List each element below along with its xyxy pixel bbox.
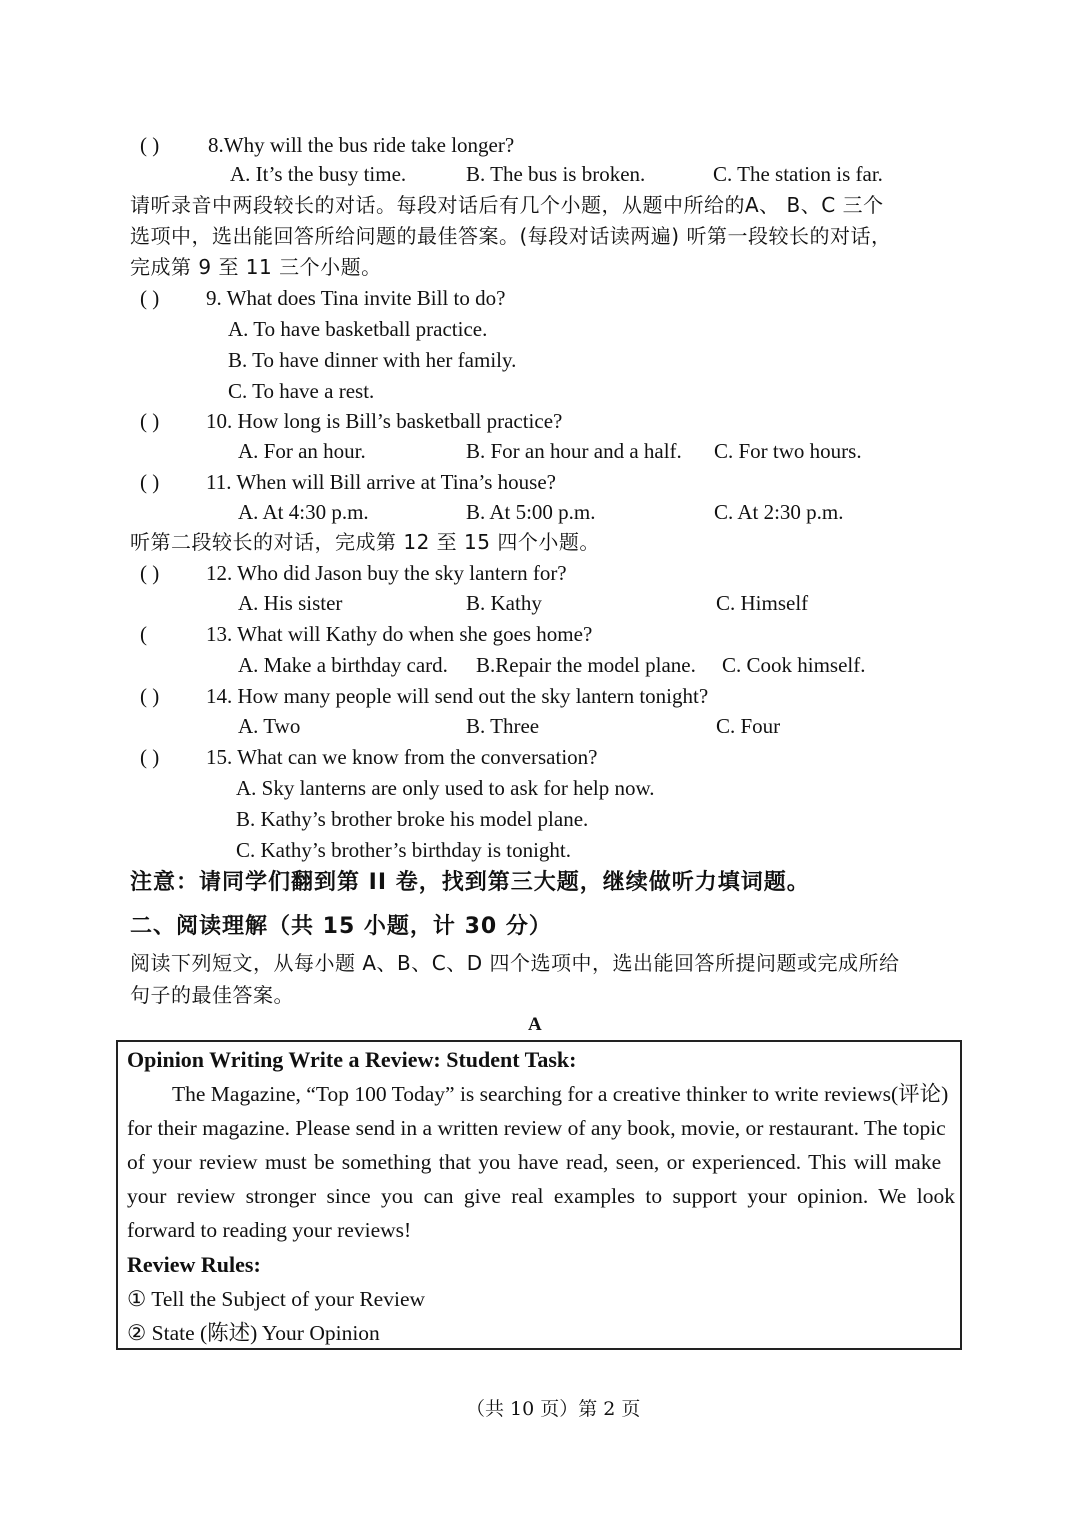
q14-option-c: C. Four <box>716 714 781 738</box>
question-11-stem: 11. When will Bill arrive at Tina’s house? <box>206 470 556 494</box>
q15-option-a: A. Sky lanterns are only used to ask for help now. <box>236 776 655 800</box>
question-9-stem: 9. What does Tina invite Bill to do? <box>206 286 506 310</box>
section-2-title: 二、阅读理解（共 15 小题，计 30 分） <box>130 914 552 939</box>
answer-bracket: ( ) <box>140 286 160 310</box>
answer-bracket: ( ) <box>140 745 160 769</box>
q13-option-b: B.Repair the model plane. <box>476 653 696 677</box>
notice-text: 注意：请同学们翻到第 II 卷，找到第三大题，继续做听力填词题。 <box>130 870 810 895</box>
q11-option-b: B. At 5:00 p.m. <box>466 500 596 524</box>
q13-option-a: A. Make a birthday card. <box>238 653 448 677</box>
q15-option-c: C. Kathy’s brother’s birthday is tonight. <box>236 838 572 862</box>
question-13-stem: 13. What will Kathy do when she goes home? <box>206 622 593 646</box>
passage-label: A <box>528 1014 542 1035</box>
q8-option-c: C. The station is far. <box>713 162 883 186</box>
q11-option-a: A. At 4:30 p.m. <box>238 500 369 524</box>
q9-option-b: B. To have dinner with her family. <box>228 348 517 372</box>
q12-option-b: B. Kathy <box>466 591 542 615</box>
instruction-line: 听第二段较长的对话，完成第 12 至 15 四个小题。 <box>130 530 600 554</box>
instruction-line: 完成第 9 至 11 三个小题。 <box>130 255 382 279</box>
rule-item: ② State (陈述) Your Opinion <box>127 1321 380 1345</box>
instruction-line: 选项中，选出能回答所给问题的最佳答案。(每段对话读两遍) 听第一段较长的对话， <box>130 224 892 248</box>
passage-line: forward to reading your reviews! <box>127 1218 412 1242</box>
q14-option-b: B. Three <box>466 714 540 738</box>
answer-bracket: ( ) <box>140 684 160 708</box>
answer-bracket: ( ) <box>140 470 160 494</box>
answer-bracket: ( ) <box>140 409 160 433</box>
q10-option-c: C. For two hours. <box>714 439 862 463</box>
q8-option-b: B. The bus is broken. <box>466 162 646 186</box>
q10-option-a: A. For an hour. <box>238 439 366 463</box>
question-12-stem: 12. Who did Jason buy the sky lantern for? <box>206 561 567 585</box>
question-10-stem: 10. How long is Bill’s basketball practice? <box>206 409 563 433</box>
passage-line: of your review must be something that you have read, seen, or experienced. This will make <box>127 1150 942 1174</box>
instruction-line: 请听录音中两段较长的对话。每段对话后有几个小题，从题中所给的A、 B、C 三个 <box>130 193 884 217</box>
q9-option-a: A. To have basketball practice. <box>228 317 488 341</box>
answer-bracket: ( <box>140 622 147 646</box>
rules-heading: Review Rules: <box>127 1252 261 1277</box>
question-8-stem: 8.Why will the bus ride take longer? <box>208 133 515 157</box>
section-2-instruction: 句子的最佳答案。 <box>130 983 294 1007</box>
q9-option-c: C. To have a rest. <box>228 379 375 403</box>
q10-option-b: B. For an hour and a half. <box>466 439 682 463</box>
q14-option-a: A. Two <box>238 714 301 738</box>
passage-line: The Magazine, “Top 100 Today” is searching for a creative thinker to write reviews(评论) <box>172 1082 949 1106</box>
q11-option-c: C. At 2:30 p.m. <box>714 500 844 524</box>
passage-line: for their magazine. Please send in a written review of any book, movie, or restaurant. The topic <box>127 1116 946 1140</box>
page-footer: （共 10 页）第 2 页 <box>466 1398 641 1420</box>
q12-option-c: C. Himself <box>716 591 809 615</box>
answer-bracket: ( ) <box>140 561 160 585</box>
rule-item: ① Tell the Subject of your Review <box>127 1287 426 1311</box>
question-15-stem: 15. What can we know from the conversation? <box>206 745 598 769</box>
q15-option-b: B. Kathy’s brother broke his model plane. <box>236 807 589 831</box>
q8-option-a: A. It’s the busy time. <box>230 162 407 186</box>
passage-line: your review stronger since you can give real examples to support your opinion. We look <box>127 1184 955 1208</box>
q12-option-a: A. His sister <box>238 591 343 615</box>
q13-option-c: C. Cook himself. <box>722 653 866 677</box>
section-2-instruction: 阅读下列短文，从每小题 A、B、C、D 四个选项中，选出能回答所提问题或完成所给 <box>130 951 900 975</box>
passage-heading: Opinion Writing Write a Review: Student Task: <box>127 1047 577 1072</box>
question-14-stem: 14. How many people will send out the sky lantern tonight? <box>206 684 709 708</box>
answer-bracket: ( ) <box>140 133 160 157</box>
